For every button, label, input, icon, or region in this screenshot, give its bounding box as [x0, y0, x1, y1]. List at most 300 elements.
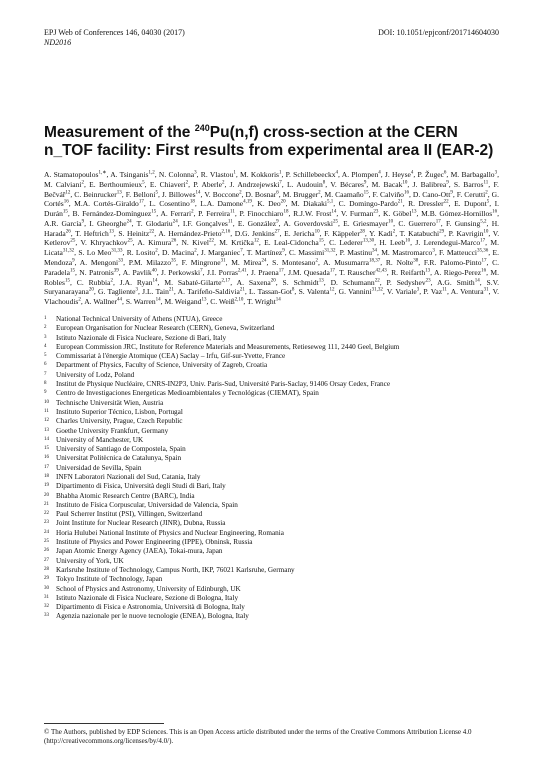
author-affiliation-ref: 20 [88, 287, 94, 293]
affiliation-number: 9 [44, 390, 47, 396]
author-entry [423, 287, 447, 296]
author-affiliation-ref: 2 [239, 190, 242, 196]
author-name: E. Leal-Cidoncha [264, 238, 319, 248]
affiliation-text: Paul Scherrer Institut (PSI), Villingen, Switzerland [56, 510, 203, 519]
author-affiliation-ref: 10 [314, 229, 320, 235]
author-entry [80, 258, 123, 267]
author-affiliation-ref: 1 [233, 170, 236, 176]
author-entry [207, 268, 247, 277]
author-entry [421, 209, 497, 218]
affiliation-item [44, 445, 499, 454]
author-name: J. Marganiec [200, 248, 241, 258]
affiliation-text: Instituto de Física Corpuscular, Universidad de Valencia, Spain [56, 500, 238, 509]
author-entry [149, 199, 195, 208]
affiliation-number: 22 [44, 511, 49, 517]
author-entry [398, 219, 440, 228]
author-affiliation-ref: 13 [201, 297, 207, 303]
affiliation-text: Horia Hulubei National Institute of Physics and Nuclear Engineering, Romania [56, 528, 284, 537]
author-affiliation-ref: 31,33 [111, 248, 123, 254]
author-affiliation-ref: 15 [363, 190, 369, 196]
affiliation-text: Agenzia nazionale per le nuove tecnologie (ENEA), Bologna, Italy [56, 612, 249, 621]
author-affiliation-ref: 29 [439, 229, 445, 235]
author-affiliation-ref: 14 [275, 297, 281, 303]
author-entry [451, 170, 498, 179]
author-affiliation-ref: 22 [374, 278, 380, 284]
author-affiliation-ref: 7 [240, 248, 243, 254]
author-affiliation-ref: 5 [486, 199, 490, 205]
author-entry [437, 278, 480, 287]
affiliation-text: Karlsruhe Institute of Technology, Campus North, IKP, 76021 Karlsruhe, Germany [56, 565, 295, 574]
author-affiliation-ref: 35 [171, 258, 176, 264]
affiliation-text: University of Santiago de Compostela, Spain [56, 445, 186, 454]
author-affiliation-ref: 2 [194, 248, 197, 254]
author-name: C. Guerrero [398, 218, 436, 228]
author-affiliation-ref: 2 [78, 297, 81, 303]
author-affiliation-ref: 22 [443, 199, 449, 205]
author-name: R. Nolte [385, 258, 414, 268]
author-name: P. Mastinu [339, 248, 372, 258]
affiliation-item [44, 352, 499, 361]
author-name: P. Ferreira [198, 209, 231, 219]
author-entry [385, 170, 413, 179]
affiliation-item [44, 464, 499, 473]
author-affiliation-ref: 24 [126, 219, 132, 225]
author-affiliation-ref: 14 [195, 190, 201, 196]
author-name: A. Pavlik [122, 267, 152, 277]
affiliation-number: 7 [44, 371, 47, 377]
author-name: A. Ventura [450, 287, 484, 297]
author-entry [237, 278, 276, 287]
author-list: A. Stamatopoulos$^{1,∗}$, A. Tsinganis$^{1,2}$, N. Colonna$^3$, R. Vlastou$^1$, M. Kokkoris$^1$, P. Schillebeeckx$^4$, A. Plompen$^4$, J. Heyse$^4$, P. Žugec$^6$, M. Barbagallo$^3$, M. Calviani$^2$, E. Berthoumieux$^5$, E. Chiaveri$^2$, P. Aberle$^2$, J. Andrzejewski$^7$, L. Audouin$^8$, V. Bécares$^9$, M. Bacak$^{10}$, J. Balibrea$^9$, S. Barros$^{11}$, F. Bečvář$^{12}$, C. Beinrucker$^{13}$, F. Belloni$^5$, J. Billowes$^{14}$, V. Boccone$^2$, D. Bosnar$^6$, M. Brugger$^2$, M. Caamaño$^{15}$, F. Calviño$^{16}$, D. Cano-Ott$^9$, F. Cerutti$^2$, G. Cortés$^{16}$, M.A. Cortés-Giraldo$^{17}$, L. Cosentino$^{18}$, L.A. Damone$^{4,19}$, K. Deo$^{20}$, M. Diakaki$^{5,1}$, C. Domingo-Pardo$^{21}$, R. Dressler$^{22}$, E. Dupont$^5$, I. Durán$^{15}$, B. Fernández-Domínguez$^{15}$, A. Ferrari$^2$, P. Ferreira$^{11}$, P. Finocchiaro$^{18}$, R.J.W. Frost$^{14}$, V. Furman$^{23}$, K. Göbel$^{13}$, M.B. Gómez-Hornillos$^{16}$, A.R. García$^9$, I. Gheorghe$^{24}$, T. Glodariu$^{24}$, I.F. Gonçalves$^{11}$, E. González$^9$, A. Goverdovski$^{25}$, E. Griesmayer$^{10}$, C. Guerrero$^{17}$, F. Gunsing$^{5,2}$, H. Harada$^{26}$, T. Heftrich$^{13}$, S. Heinitz$^{22}$, A. Hernández-Prieto$^{2,16}$, D.G. Jenkins$^{27}$, E. Jericha$^{10}$, F. Käppeler$^{28}$, Y. Kadi$^2$, T. Katabuchi$^{29}$, P. Kavrigin$^{10}$, V. Ketlerov$^{25}$, V. Khryachkov$^{25}$, A. Kimura$^{26}$, N. Kivel$^{22}$, M. Krtička$^{12}$, E. Leal-Cidoncha$^{15}$, C. Lederer$^{13,30}$, H. Leeb$^{10}$, J. Lerendegui-Marco$^{17}$, M. Licata$^{31,32}$, S. Lo Meo$^{31,33}$, R. Losito$^2$, D. Macina$^2$, J. Marganiec$^7$, T. Martínez$^9$, C. Massimi$^{31,32}$, P. Mastinu$^{34}$, M. Mastromarco$^3$, F. Matteucci$^{35,36}$, E. Mendoza$^9$, A. Mengoni$^{33}$, P.M. Milazzo$^{35}$, F. Mingrone$^{31}$, M. Mirea$^{24}$, S. Montesano$^2$, A. Musumarra$^{18,37}$, R. Nolte$^{38}$, F.R. Palomo-Pinto$^{17}$, C. Paradela$^{15}$, N. Patronis$^{39}$, A. Pavlik$^{40}$, J. Perkowski$^7$, J.I. Porras$^{2,41}$, J. Praena$^{17}$, J.M. Quesada$^{17}$, T. Rauscher$^{42,43}$, R. Reifarth$^{13}$, A. Riego-Perez$^{16}$, M. Robles$^{15}$, C. Rubbia$^2$, J.A. Ryan$^{14}$, M. Sabaté-Gilarte$^{2,17}$, A. Saxena$^{20}$, S. Schmidt$^{13}$, D. Schumann$^{22}$, P. Sedyshev$^{23}$, A.G. Smith$^{14}$, S.V. Suryanarayana$^{20}$, G. Tagliente$^3$, J.L. Tain$^{21}$, A. Tarifeño-Saldivia$^{21}$, L. Tassan-Got$^8$, S. Valenta$^{12}$, G. Vannini$^{31,32}$, V. Variale$^3$, P. Vaz$^{11}$, A. Ventura$^{31}$, V. Vlachoudis$^2$, A. Wallner$^{44}$, S. Warren$^{14}$, M. Weigand$^{13}$, C. Weiß$^{2,10}$, T. Wright$^{14}$ [44, 170, 500, 307]
author-name: R. Losito [126, 248, 156, 258]
author-name: T. Glodariu [136, 218, 173, 228]
author-affiliation-ref: 1,∗ [98, 170, 107, 176]
author-name: M. Brugger [282, 189, 319, 199]
author-entry [79, 268, 119, 277]
author-entry [454, 199, 489, 208]
affiliation-item [44, 519, 499, 528]
author-entry [330, 180, 366, 189]
affiliation-number: 17 [44, 464, 49, 470]
author-affiliation-ref: 4 [378, 170, 381, 176]
author-name: M.A. Cortés-Giraldo [74, 199, 139, 209]
author-affiliation-ref: 3 [494, 170, 498, 176]
author-name: Y. Kadi [369, 228, 393, 238]
author-affiliation-ref: 2 [155, 248, 158, 254]
author-entry [231, 258, 266, 267]
affiliation-text: European Commission JRC, Institute for Reference Materials and Measurements, Retieseweg 111, 2440 Geel, Belgium [56, 342, 400, 351]
author-affiliation-ref: 17 [278, 268, 284, 274]
author-affiliation-ref: 5,1 [327, 199, 334, 205]
author-affiliation-ref: 6 [443, 170, 447, 176]
author-entry [230, 180, 282, 189]
affiliation-text: Department of Physics, Faculty of Science, University of Zagreb, Croatia [56, 361, 268, 370]
author-affiliation-ref: 23 [425, 278, 431, 284]
affiliation-item [44, 594, 499, 603]
author-name: M. Mirea [231, 258, 262, 268]
author-name: A. Tsinganis [110, 170, 149, 179]
author-entry [44, 219, 84, 228]
affiliation-text: University of Manchester, UK [56, 435, 144, 444]
author-affiliation-ref: 1 [278, 170, 282, 176]
author-affiliation-ref: 21 [397, 199, 403, 205]
author-affiliation-ref: 34 [371, 248, 377, 254]
author-affiliation-ref: 12 [65, 190, 71, 196]
author-entry [129, 258, 176, 267]
author-affiliation-ref: 2 [81, 180, 84, 186]
author-name: D. Schumann [330, 277, 375, 287]
author-entry [284, 229, 319, 238]
author-affiliation-ref: 14 [474, 278, 480, 284]
affiliation-text: Centro de Investigaciones Energeticas Medioambientales y Tecnológicas (CIEMAT), Spain [56, 389, 319, 398]
affiliation-item [44, 361, 499, 370]
author-name: T. Rauscher [339, 267, 376, 277]
author-name: P.M. Milazzo [128, 258, 171, 268]
affiliation-item [44, 566, 499, 575]
author-entry [164, 278, 230, 287]
author-affiliation-ref: 9 [282, 248, 285, 254]
author-entry [74, 190, 121, 199]
author-entry [418, 170, 447, 179]
author-name: G. Vannini [338, 287, 372, 297]
author-name: R.J.W. Frost [293, 209, 332, 219]
author-entry [424, 258, 487, 267]
author-name: T. Martínez [246, 248, 283, 258]
author-affiliation-ref: 22 [208, 238, 214, 244]
author-entry [341, 209, 379, 218]
author-name: L. Tassan-Got [249, 287, 292, 297]
author-name: D. Macina [161, 248, 195, 258]
author-entry [257, 199, 285, 208]
author-entry [451, 287, 489, 296]
affiliation-text: Japan Atomic Energy Agency (JAEA), Tokai-mura, Japan [56, 547, 223, 556]
author-name: A. Plompen [341, 170, 379, 179]
author-name: D. Cano-Ott [412, 189, 451, 199]
author-affiliation-ref: 9 [81, 219, 85, 225]
author-name: R. Vlastou [200, 170, 234, 179]
affiliation-item [44, 585, 499, 594]
affiliation-number: 23 [44, 520, 49, 526]
affiliation-number: 28 [44, 566, 49, 572]
author-affiliation-ref: 9 [72, 258, 75, 264]
author-entry [201, 248, 243, 257]
author-name: F. Cerutti [456, 189, 486, 199]
author-entry [181, 238, 213, 247]
author-entry [75, 229, 114, 238]
author-entry [247, 248, 285, 257]
author-affiliation-ref: 8 [291, 287, 295, 293]
affiliation-number: 1 [44, 315, 47, 321]
author-name: P. Finocchiaro [239, 209, 284, 219]
author-affiliation-ref: 8 [322, 180, 326, 186]
author-entry [283, 278, 324, 287]
author-affiliation-ref: 3 [416, 287, 420, 293]
author-name: G. Tagliente [98, 287, 136, 297]
author-entry [247, 297, 281, 306]
author-affiliation-ref: 16 [403, 190, 409, 196]
author-name: A. Kimura [137, 238, 172, 248]
affiliation-text: Tokyo Institute of Technology, Japan [56, 575, 163, 584]
author-name: J. Balibrea [412, 179, 447, 189]
author-entry [343, 219, 393, 228]
affiliation-item [44, 399, 499, 408]
author-affiliation-ref: 17 [329, 268, 335, 274]
author-affiliation-ref: 9 [446, 180, 449, 186]
author-entry [286, 170, 338, 179]
author-name: M. Caamaño [324, 189, 364, 199]
author-name: V. Ketlerov [44, 228, 500, 248]
author-affiliation-ref: 31 [220, 258, 226, 264]
author-entry [183, 219, 233, 228]
author-entry [120, 278, 158, 287]
affiliation-text: Istituto Nazionale di Fisica Nucleare, Sezione di Bari, Italy [56, 333, 227, 342]
author-affiliation-ref: 26 [65, 229, 71, 235]
author-entry [387, 287, 419, 296]
author-affiliation-ref: 2 [392, 229, 396, 235]
author-name: I.F. Gonçalves [182, 218, 228, 228]
author-name: T. Katabuchi [399, 228, 440, 238]
author-affiliation-ref: 44 [117, 297, 123, 303]
affiliation-text: School of Physics and Astronomy, University of Edinburgh, UK [56, 584, 241, 593]
author-entry [272, 258, 318, 267]
author-name: J. Billowes [161, 189, 196, 199]
author-name: M. Kokkoris [240, 170, 279, 179]
author-name: R. Reifarth [391, 267, 426, 277]
author-name: C. Lederer [329, 238, 363, 248]
author-entry [182, 258, 226, 267]
author-entry [193, 180, 224, 189]
author-affiliation-ref: 9 [363, 180, 367, 186]
author-entry [89, 180, 144, 189]
author-name: P. Sedyshev [386, 277, 426, 287]
author-affiliation-ref: 3 [194, 170, 197, 176]
author-name: A. Hernández-Prieto [158, 228, 222, 238]
author-affiliation-ref: 9 [450, 190, 453, 196]
author-entry [160, 209, 193, 218]
author-name: F. Käppeler [324, 228, 360, 238]
author-name: P. Aberle [193, 179, 222, 189]
author-affiliation-ref: 7 [200, 268, 203, 274]
author-affiliation-ref: 31,32 [371, 287, 383, 293]
affiliation-number: 14 [44, 436, 49, 442]
author-name: N. Colonna [158, 170, 195, 179]
author-affiliation-ref: 9 [276, 219, 279, 225]
affiliation-list [44, 315, 499, 622]
author-entry [408, 199, 449, 208]
affiliation-item [44, 371, 499, 380]
author-entry [44, 170, 106, 179]
author-name: F. Calviño [372, 189, 404, 199]
affiliation-item [44, 482, 499, 491]
author-name: A. Saxena [236, 277, 271, 287]
doi-label: DOI: 10.1051/epjconf/201714604030 [378, 28, 499, 37]
affiliation-number: 21 [44, 501, 49, 507]
author-name: I. Durán [44, 199, 499, 219]
author-name: V. Variale [386, 287, 417, 297]
author-name: M. Barbagallo [450, 170, 495, 179]
author-name: E. Berthoumieux [89, 179, 143, 189]
author-affiliation-ref: 3 [432, 248, 435, 254]
affiliation-number: 12 [44, 418, 49, 424]
author-name: J. Lerendegui-Marco [415, 238, 481, 248]
author-affiliation-ref: 21 [239, 287, 245, 293]
author-affiliation-ref: 11 [483, 180, 489, 186]
affiliation-item [44, 380, 499, 389]
author-affiliation-ref: 5 [155, 190, 158, 196]
author-entry [299, 287, 335, 296]
author-affiliation-ref: 2,17 [221, 278, 231, 284]
author-name: C. Rubbia [76, 277, 111, 287]
author-affiliation-ref: 22 [149, 229, 155, 235]
author-affiliation-ref: 16 [63, 199, 69, 205]
author-affiliation-ref: 13 [318, 278, 324, 284]
author-entry [246, 190, 279, 199]
author-entry [77, 278, 113, 287]
author-affiliation-ref: 2 [485, 190, 488, 196]
author-entry [127, 248, 158, 257]
author-name: N. Patronis [79, 267, 114, 277]
author-affiliation-ref: 12 [329, 287, 335, 293]
author-name: L.A. Damone [200, 199, 244, 209]
author-entry [413, 190, 453, 199]
author-entry [235, 229, 280, 238]
author-entry [413, 180, 449, 189]
affiliation-text: Universitat Politècnica de Catalunya, Spain [56, 454, 182, 463]
author-affiliation-ref: 11 [227, 219, 233, 225]
author-name: S. Heinitz [118, 228, 150, 238]
author-entry [439, 248, 488, 257]
author-entry [324, 229, 365, 238]
author-affiliation-ref: 2 [185, 180, 189, 186]
author-affiliation-ref: 39 [113, 268, 119, 274]
author-entry [291, 199, 333, 208]
author-entry [249, 287, 294, 296]
author-entry [72, 209, 156, 218]
author-name: L. Audouin [286, 179, 323, 189]
author-affiliation-ref: 16 [492, 209, 498, 215]
author-name: J. Heyse [384, 170, 411, 179]
author-affiliation-ref: 7 [279, 180, 282, 186]
author-entry [287, 180, 325, 189]
affiliation-number: 10 [44, 399, 49, 405]
author-name: A. Wallner [84, 297, 118, 307]
author-affiliation-ref: 4 [410, 170, 414, 176]
author-entry [89, 219, 131, 228]
author-entry [238, 219, 279, 228]
author-name: E. Mendoza [44, 248, 499, 268]
author-affiliation-ref: 40 [151, 268, 157, 274]
author-entry [293, 209, 336, 218]
author-name: C. Paradela [44, 258, 500, 277]
author-name: I. Gheorghe [89, 218, 127, 228]
author-name: P. Kavrigin [448, 228, 484, 238]
author-entry [164, 297, 206, 306]
affiliation-number: 20 [44, 492, 49, 498]
author-name: M. Robles [44, 267, 500, 287]
affiliation-item [44, 547, 499, 556]
author-affiliation-ref: 25 [333, 219, 338, 225]
affiliation-number: 5 [44, 353, 47, 359]
author-name: M. Sabaté-Gilarte [164, 277, 222, 287]
author-name: F. Bečvář [44, 179, 499, 199]
affiliation-number: 2 [44, 325, 47, 331]
author-affiliation-ref: 15 [318, 238, 324, 244]
author-entry [400, 229, 445, 238]
author-name: D. Bosnar [245, 189, 277, 199]
author-entry [283, 219, 338, 228]
author-affiliation-ref: 18 [189, 199, 195, 205]
affiliation-text: Bhabha Atomic Research Centre (BARC), India [56, 491, 195, 500]
affiliation-number: 13 [44, 427, 49, 433]
author-affiliation-ref: 14 [152, 278, 158, 284]
author-affiliation-ref: 2,41 [237, 268, 247, 274]
author-affiliation-ref: 27 [274, 229, 280, 235]
author-name: C. Beinrucker [74, 189, 117, 199]
author-entry [204, 190, 241, 199]
author-affiliation-ref: 24 [172, 219, 178, 225]
affiliation-item [44, 492, 499, 501]
affiliation-number: 16 [44, 455, 49, 461]
author-name: T. Heftrich [75, 228, 109, 238]
author-entry [162, 248, 197, 257]
author-name: F. Mingrone [181, 258, 221, 268]
author-entry [81, 238, 133, 247]
author-name: A. Tarifeño-Saldivia [177, 287, 240, 297]
author-name: K. Deo [257, 199, 281, 209]
author-entry [339, 268, 387, 277]
author-entry [78, 248, 122, 257]
author-affiliation-ref: 11 [230, 209, 235, 215]
author-entry [110, 170, 155, 179]
author-entry [381, 248, 435, 257]
author-affiliation-ref: 2 [110, 278, 113, 284]
author-entry [373, 190, 409, 199]
affiliation-item [44, 427, 499, 436]
author-affiliation-ref: 25 [127, 238, 133, 244]
affiliation-item [44, 510, 499, 519]
affiliation-text: Institute of Physics and Power Engineering (IPPE), Obninsk, Russia [56, 538, 253, 547]
author-name: P. Vaz [423, 287, 443, 297]
affiliation-number: 18 [44, 473, 49, 479]
author-name: F. Matteucci [439, 248, 478, 258]
author-name: M. Calviani [44, 179, 82, 189]
affiliation-number: 32 [44, 604, 49, 610]
author-entry [161, 268, 203, 277]
author-name: A. Stamatopoulos [44, 170, 99, 179]
author-entry [44, 180, 84, 189]
author-name: P. Schillebeeckx [285, 170, 336, 179]
author-entry [240, 170, 281, 179]
author-entry [289, 248, 335, 257]
author-affiliation-ref: 16 [481, 268, 487, 274]
affiliation-text: Commissariat à l'énergie Atomique (CEA) Saclay – Irfu, Gif-sur-Yvette, France [56, 352, 286, 361]
affiliation-item [44, 334, 499, 343]
affiliation-number: 11 [44, 408, 49, 414]
author-affiliation-ref: 20 [270, 278, 276, 284]
author-name: A. Goverdovski [283, 218, 333, 228]
author-affiliation-ref: 31,32 [324, 248, 336, 254]
author-name: V. Furman [340, 209, 374, 219]
author-affiliation-ref: 13 [425, 268, 431, 274]
author-entry [264, 238, 324, 247]
author-entry [379, 238, 410, 247]
author-entry [201, 170, 236, 179]
affiliation-item [44, 501, 499, 510]
author-affiliation-ref: 13 [108, 229, 114, 235]
affiliation-number: 4 [44, 343, 47, 349]
author-affiliation-ref: 10 [405, 238, 411, 244]
author-affiliation-ref: 15 [69, 268, 75, 274]
